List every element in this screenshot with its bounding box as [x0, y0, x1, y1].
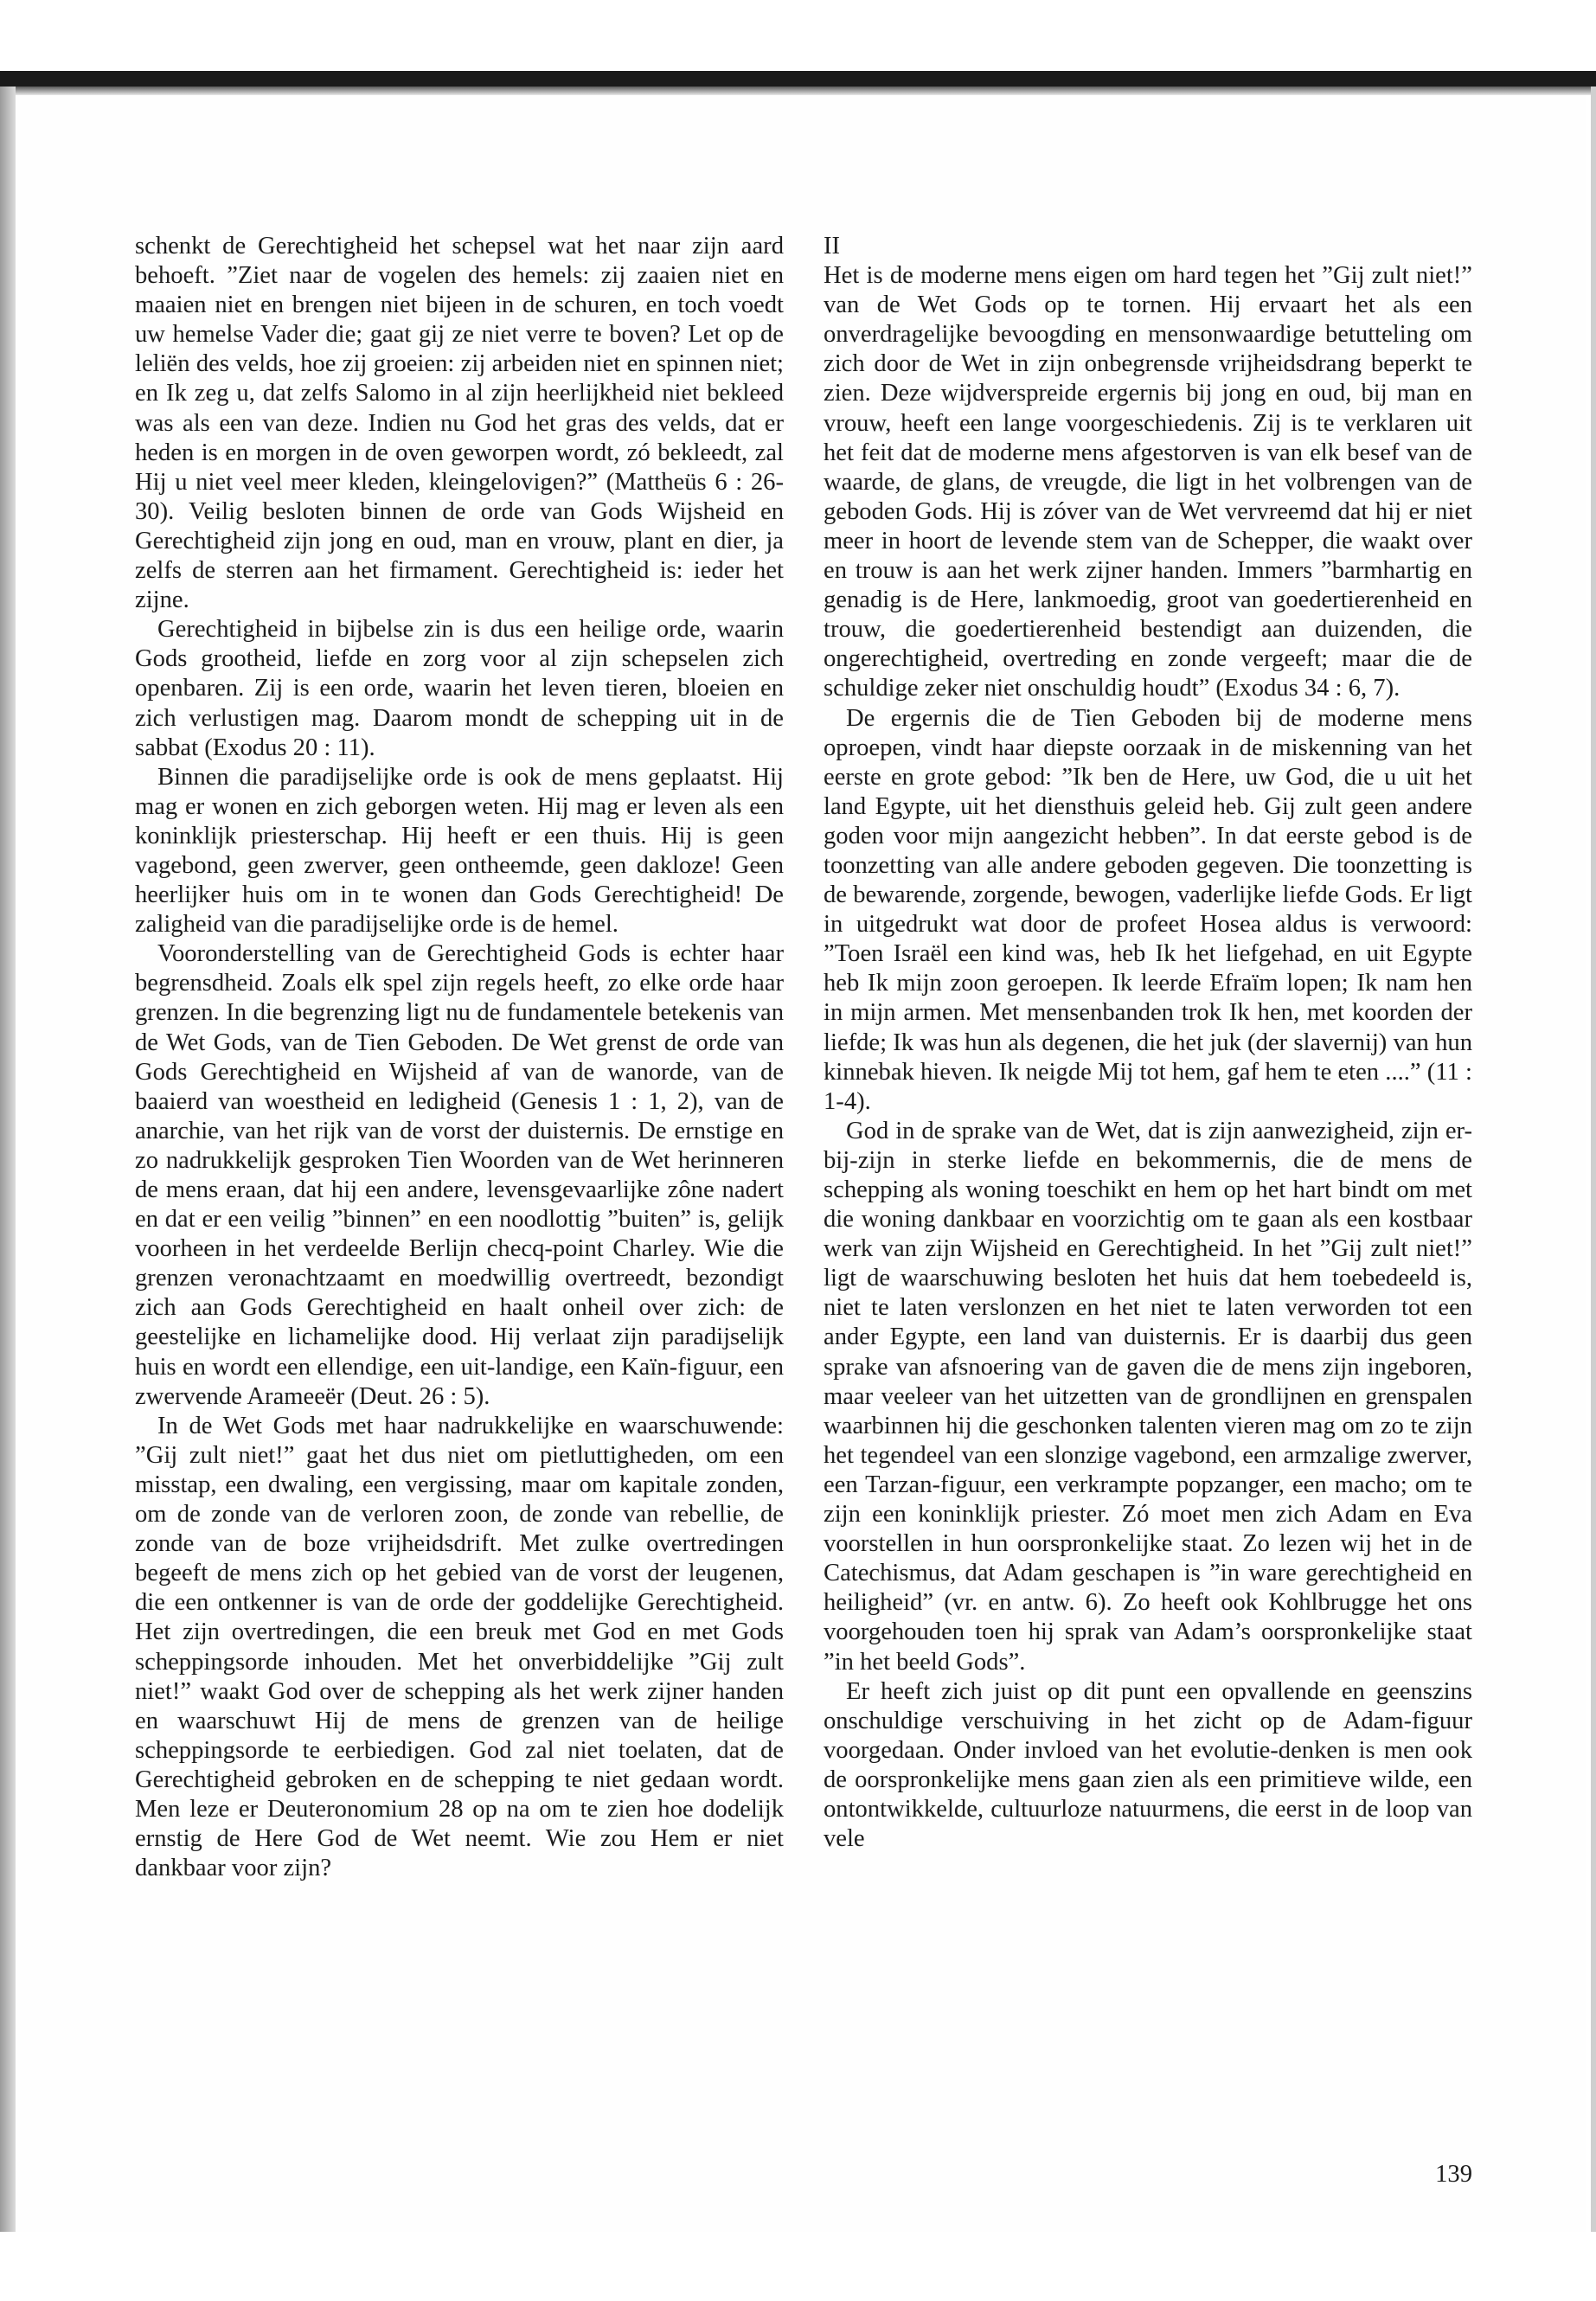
paragraph: Vooronderstelling van de Gerechtigheid Gods is echter haar begrensdheid. Zoals elk spel zijn regels heeft, zo elke orde haar grenzen. In die begrenzing ligt nu de fundamentele betekenis van de Wet Gods, van de Tien Geboden. De Wet grenst de orde van Gods Gerechtigheid en Wijsheid af van de wanorde, van de baaierd van woestheid en ledigheid (Genesis 1 : 1, 2), van de anarchie, van het rijk van de vorst der duisternis. De ernstige en zo nadrukkelijk gesproken Tien Woorden van de Wet herinneren de mens eraan, dat hij een andere, levensgevaarlijke zône nadert en dat er een veilig ”binnen” en een noodlottig ”buiten” is, gelijk voorheen in het verdeelde Berlijn checq-point Charley. Wie die grenzen veronachtzaamt en moedwillig overtreedt, bezondigt zich aan Gods Gerechtigheid en haalt onheil over zich: de geestelijke en lichamelijke dood. Hij verlaat zijn paradijselijk huis en wordt een ellendige, een uit-landige, een Kaïn-figuur, een zwervende Arameeër (Deut. 26 : 5). — [135, 940, 784, 1410]
left-text-column — [135, 232, 784, 1883]
page-number: 139 — [1435, 2161, 1472, 2188]
scan-border-left — [0, 87, 16, 2232]
scan-border-right — [1591, 87, 1596, 2232]
paragraph: Er heeft zich juist op dit punt een opvallende en geenszins onschuldige verschuiving in het zicht op de Adam-figuur voorgedaan. Onder invloed van het evolutie-denken is men ook de oorspronkelijke mens gaan zien als een primitieve wilde, een ontontwikkelde, cultuurloze natuurmens, die eerst in de loop van vele — [824, 1677, 1472, 1853]
section-number: II — [824, 233, 841, 260]
paragraph: God in de sprake van de Wet, dat is zijn aanwezigheid, zijn er-bij-zijn in sterke liefde en bekommernis, die de mens de schepping als woning toeschikt en hem op het hart bindt om met die woning dankbaar en voorzichtig om te gaan als een kostbaar werk van zijn Wijsheid en Gerechtigheid. In het ”Gij zult niet!” ligt de waarschuwing besloten het huis dat hem toebedeeld is, niet te laten verslonzen en het niet te laten verworden tot een ander Egypte, een land van duisternis. Er is daarbij dus geen sprake van afsnoering van de gaven die de mens zijn ingeboren, maar veeleer van het uitzetten van de grondlijnen en grenspalen waarbinnen hij die geschonken talenten vieren mag om zo te zijn het tegendeel van een slonzige vagebond, een armzalige zwerver, een Tarzan-figuur, een verkrampte popzanger, een macho; om te zijn een koninklijk priester. Zó moet men zich Adam en Eva voorstellen in hun oorspronkelijke staat. Zo lezen wij het in de Catechismus, dat Adam geschapen is ”in ware gerechtigheid en heiligheid” (vr. en antw. 6). Zo heeft ook Kohlbrugge het ons voorgehouden toen hij sprak van Adam’s oorspronkelijke staat ”in het beeld Gods”. — [824, 1117, 1472, 1676]
paragraph: schenkt de Gerechtigheid het schepsel wat het naar zijn aard behoeft. ”Ziet naar de vogelen des hemels: zij zaaien niet en maaien niet en brengen niet bijeen in de schuren, en toch voedt uw hemelse Vader die; gaat gij ze niet verre te boven? Let op de leliën des velds, hoe zij groeien: zij arbeiden niet en spinnen niet; en Ik zeg u, dat zelfs Salomo in al zijn heerlijkheid niet bekleed was als een van deze. Indien nu God het gras des velds, dat er heden is en morgen in de oven geworpen wordt, zó bekleedt, zal Hij u niet veel meer kleden, kleingelovigen?” (Mattheüs 6 : 26-30). Veilig besloten binnen de orde van Gods Wijsheid en Gerechtigheid zijn jong en oud, man en vrouw, plant en dier, ja zelfs de sterren aan het firmament. Gerechtigheid is: ieder het zijne. — [135, 233, 784, 614]
scan-shadow-top — [0, 87, 1596, 95]
paragraph: Het is de moderne mens eigen om hard tegen het ”Gij zult niet!” van de Wet Gods op te tornen. Hij ervaart het als een onverdragelijke bevoogding en mensonwaardige betutteling om zich door de Wet in zijn onbegrensde vrijheidsdrang beperkt te zien. Deze wijdverspreide ergernis bij jong en oud, bij man en vrouw, heeft een lange voorgeschiedenis. Zij is te verklaren uit het feit dat de moderne mens afgestorven is van elk besef van de waarde, de glans, de vreugde, die ligt in het volbrengen van de geboden Gods. Hij is zóver van de Wet vervreemd dat hij er niet meer in hoort de levende stem van de Schepper, die waakt over en trouw is aan het werk zijner handen. Immers ”barmhartig en genadig is de Here, lankmoedig, groot van goedertierenheid en trouw, die goedertierenheid bestendigt aan duizenden, die ongerechtigheid, overtreding en zonde vergeeft; maar die de schuldige zeker niet onschuldig houdt” (Exodus 34 : 6, 7). — [824, 262, 1472, 702]
paragraph: Gerechtigheid in bijbelse zin is dus een heilige orde, waarin Gods grootheid, liefde en zorg voor al zijn schepselen zich openbaren. Zij is een orde, waarin het leven tieren, bloeien en zich verlustigen mag. Daarom mondt de schepping uit in de sabbat (Exodus 20 : 11). — [135, 616, 784, 761]
paragraph: Binnen die paradijselijke orde is ook de mens geplaatst. Hij mag er wonen en zich geborgen weten. Hij mag er leven als een koninklijk priesterschap. Hij heeft er een thuis. Hij is geen vagebond, geen zwerver, geen ontheemde, geen dakloze! Geen heerlijker huis om in te wonen dan Gods Gerechtigheid! De zaligheid van die paradijselijke orde is de hemel. — [135, 763, 784, 939]
paragraph: In de Wet Gods met haar nadrukkelijke en waarschuwende: ”Gij zult niet!” gaat het dus niet om pietluttigheden, om een misstap, een dwaling, een vergissing, maar om kapitale zonden, om de zonde van de verloren zoon, de zonde van rebellie, de zonde van de boze vrijheidsdrift. Met zulke overtredingen begeeft de mens zich op het gebied van de vorst der leugenen, die een ontkenner is van de orde der goddelijke Gerechtigheid. Het zijn overtredingen, die een breuk met God en met Gods scheppingsorde inhouden. Met het onverbiddelijke ”Gij zult niet!” waakt God over de schepping als het werk zijner handen en waarschuwt Hij de mens de grenzen van de heilige scheppingsorde te eerbiedigen. God zal niet toelaten, dat de Gerechtigheid gebroken en de schepping te niet gedaan wordt. Men leze er Deuteronomium 28 op na om te zien hoe dodelijk ernstig de Here God de Wet neemt. Wie zou Hem er niet dankbaar voor zijn? — [135, 1412, 784, 1882]
book-page — [16, 95, 1586, 2232]
scan-border-top — [0, 71, 1596, 88]
right-text-column — [824, 232, 1472, 1854]
paragraph: De ergernis die de Tien Geboden bij de moderne mens oproepen, vindt haar diepste oorzaak in de miskenning van het eerste en grote gebod: ”Ik ben de Here, uw God, die u uit het land Egypte, uit het diensthuis geleid heb. Gij zult geen andere goden voor mijn aangezicht hebben”. In dat eerste gebod is de toonzetting van alle andere geboden gegeven. Die toonzetting is de bewarende, zorgende, bewogen, vaderlijke liefde Gods. Er ligt in uitgedrukt wat door de profeet Hosea aldus is verwoord: ”Toen Israël een kind was, heb Ik het liefgehad, en uit Egypte heb Ik mijn zoon geroepen. Ik leerde Efraïm lopen; Ik nam hen in mijn armen. Met mensenbanden trok Ik hen, met koorden der liefde; Ik was hun als degenen, die het juk (der slavernij) van hun kinnebak hieven. Ik neigde Mij tot hem, gaf hem te eten ....” (11 : 1-4). — [824, 704, 1472, 1115]
